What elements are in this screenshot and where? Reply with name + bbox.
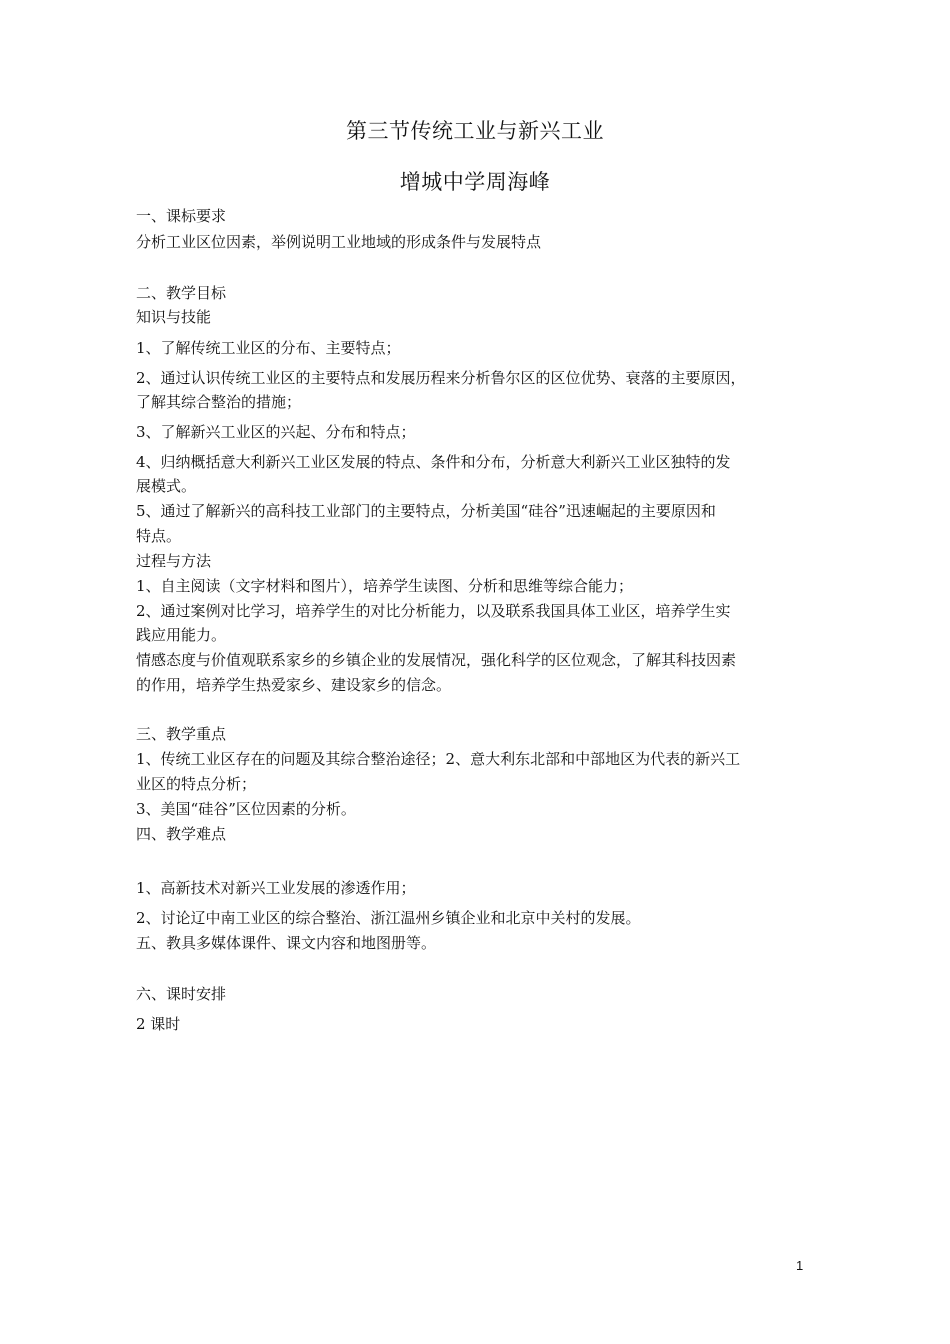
paragraph-line: 2 课时 (136, 1015, 181, 1033)
paragraph-line: 1、传统工业区存在的问题及其综合整治途径；2、意大利东北部和中部地区为代表的新兴工 (136, 750, 741, 768)
paragraph-line: 分析工业区位因素，举例说明工业地域的形成条件与发展特点 (136, 233, 542, 251)
section-heading-goals: 二、教学目标 (136, 284, 227, 302)
paragraph-line: 3、了解新兴工业区的兴起、分布和特点； (136, 423, 416, 441)
paragraph-line: 业区的特点分析； (136, 775, 257, 793)
section-heading-schedule: 六、课时安排 (136, 985, 227, 1003)
paragraph-line: 践应用能力。 (136, 626, 227, 644)
paragraph-line: 4、归纳概括意大利新兴工业区发展的特点、条件和分布，分析意大利新兴工业区独特的发 (136, 453, 731, 471)
paragraph-line: 特点。 (136, 527, 182, 545)
subheading-knowledge-skills: 知识与技能 (136, 308, 212, 326)
paragraph-line: 2、通过案例对比学习，培养学生的对比分析能力，以及联系我国具体工业区，培养学生实 (136, 602, 731, 620)
paragraph-line: 1、了解传统工业区的分布、主要特点； (136, 339, 401, 357)
page-number: 1 (796, 1258, 804, 1273)
paragraph-line: 1、自主阅读（文字材料和图片），培养学生读图、分析和思维等综合能力； (136, 577, 634, 595)
document-author: 增城中学周海峰 (399, 170, 551, 194)
paragraph-line: 3、美国“硅谷”区位因素的分析。 (136, 800, 356, 818)
paragraph-line: 的作用，培养学生热爱家乡、建设家乡的信念。 (136, 676, 452, 694)
section-heading-difficulties: 四、教学难点 (136, 825, 227, 843)
paragraph-line: 2、通过认识传统工业区的主要特点和发展历程来分析鲁尔区的区位优势、衰落的主要原因， (136, 369, 746, 387)
section-heading-teaching-aids: 五、教具多媒体课件、课文内容和地图册等。 (136, 934, 437, 952)
paragraph-line: 情感态度与价值观联系家乡的乡镇企业的发展情况，强化科学的区位观念，了解其科技因素 (136, 651, 737, 669)
paragraph-line: 了解其综合整治的措施； (136, 393, 302, 411)
section-heading-key-points: 三、教学重点 (136, 725, 227, 743)
paragraph-line: 5、通过了解新兴的高科技工业部门的主要特点，分析美国“硅谷”迅速崛起的主要原因和 (136, 502, 716, 520)
paragraph-line: 2、讨论辽中南工业区的综合整治、浙江温州乡镇企业和北京中关村的发展。 (136, 909, 641, 927)
subheading-process-methods: 过程与方法 (136, 552, 212, 570)
document-title: 第三节传统工业与新兴工业 (346, 119, 604, 143)
paragraph-line: 展模式。 (136, 477, 197, 495)
paragraph-line: 1、高新技术对新兴工业发展的渗透作用； (136, 879, 416, 897)
section-heading-curriculum: 一、课标要求 (136, 207, 227, 225)
